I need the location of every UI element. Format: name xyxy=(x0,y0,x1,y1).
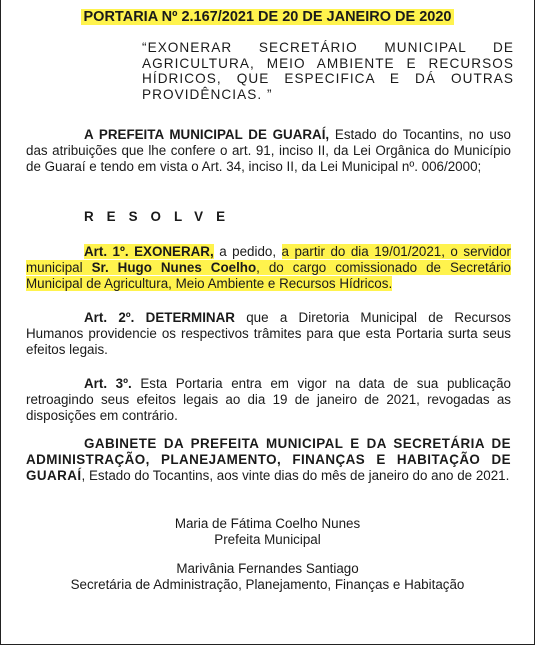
signature-block-mayor xyxy=(1,516,534,548)
article-1-label: Art. 1º. EXONERAR, xyxy=(84,244,214,259)
ementa: “EXONERAR SECRETÁRIO MUNICIPAL DE AGRICULTURA, MEIO AMBIENTE E RECURSOS HÍDRICOS, QUE ESPECIFICA E DÁ OUTRAS PROVIDÊNCIAS. ” xyxy=(142,40,514,102)
preamble-authority: A PREFEITA MUNICIPAL DE GUARAÍ, xyxy=(84,127,330,142)
article-2-label: Art. 2º. DETERMINAR xyxy=(84,310,235,325)
signature-block-secretary xyxy=(1,561,534,593)
document-title xyxy=(1,8,534,26)
article-3-paragraph xyxy=(26,376,511,424)
closing-text: , Estado do Tocantins, aos vinte dias do mês de janeiro do ano de 2021. xyxy=(81,468,510,483)
article-1-text-b: a partir do dia 19/01/2021, o servidor municipal xyxy=(26,244,511,275)
article-1-text-a: a pedido, xyxy=(213,244,282,259)
preamble-paragraph xyxy=(26,127,511,175)
article-3-label: Art. 3º. xyxy=(84,376,132,391)
signature-name: Marivânia Fernandes Santiago xyxy=(176,561,359,576)
signature-name: Maria de Fátima Coelho Nunes xyxy=(174,516,361,531)
preamble-text: Estado do Tocantins, no uso das atribuições que lhe confere o art. 91, inciso II, da Lei Orgânica do Município de Guaraí e tendo em vista o Art. 34, inciso II, da Lei Municipal nº. 006/2000; xyxy=(26,127,512,174)
article-2-text: que a Diretoria Municipal de Recursos Humanos providencie os respectivos trâmites para que esta Portaria surta seus efeitos legais. xyxy=(26,310,511,357)
article-1-person-name: Sr. Hugo Nunes Coelho xyxy=(91,260,257,275)
closing-paragraph xyxy=(26,436,511,484)
closing-bold: GABINETE DA PREFEITA MUNICIPAL E DA SECRETÁRIA DE ADMINISTRAÇÃO, PLANEJAMENTO, FINANÇAS E HABITAÇÃO DE GUARAÍ xyxy=(26,436,511,483)
article-1-paragraph xyxy=(26,244,511,292)
article-3-text: Esta Portaria entra em vigor na data de sua publicação retroagindo seus efeitos legais ao dia 19 de janeiro de 2021, revogadas as disposições em contrário. xyxy=(26,376,511,423)
article-2-paragraph xyxy=(26,310,511,358)
signature-role: Prefeita Municipal xyxy=(214,532,321,547)
resolve-heading: RESOLVE xyxy=(84,209,238,224)
document-title-text: PORTARIA Nº 2.167/2021 DE 20 DE JANEIRO DE 2020 xyxy=(81,9,455,25)
signature-role: Secretária de Administração, Planejamento, Finanças e Habitação xyxy=(70,577,465,592)
article-1-text-c: , do cargo comissionado de Secretário Municipal de Agricultura, Meio Ambiente e Recursos Hídricos. xyxy=(26,260,511,291)
